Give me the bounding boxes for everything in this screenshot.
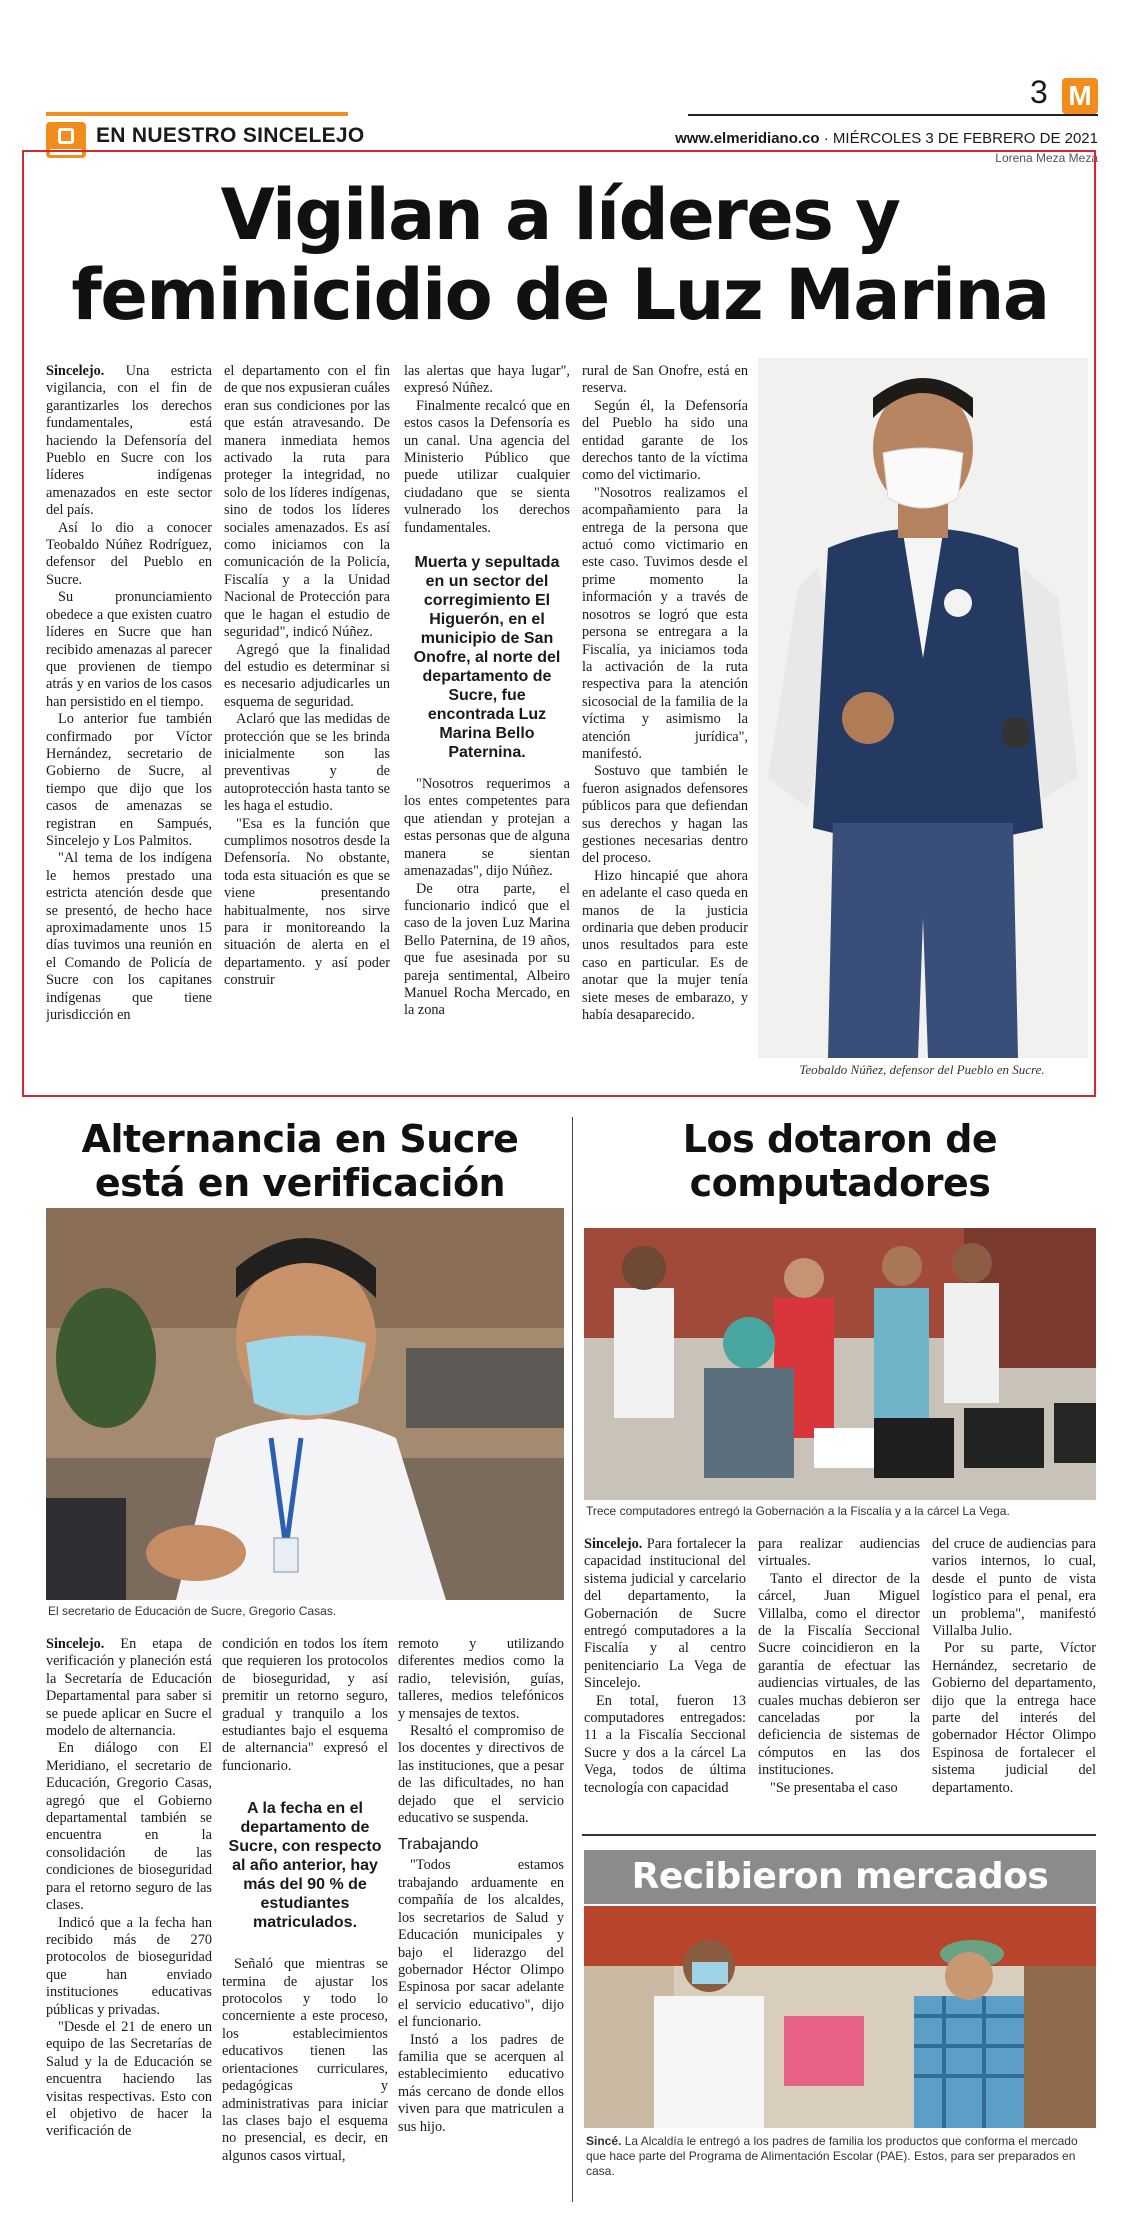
byline: Lorena Meza Meza: [995, 151, 1098, 165]
secretario-illustration: [46, 1208, 564, 1600]
secretario-photo-caption: El secretario de Educación de Sucre, Gregorio Casas.: [48, 1604, 337, 1618]
main-column-4: rural de San Onofre, está en reserva. Según él, la Defensoría del Pueblo ha sido una entidad garante de los derechos tanto de la víctima como del victimario. "Nosotros realizamos el acompañamiento para la entrega de la persona que actuó como victimario en este caso. Tuvimos desde el prime momento la información y a través de nosotros se logró que esta persona se entregara a la Fiscalía, ya iniciamos toda la activación de la ruta respectiva para la atención sicosocial de la familia de la víctima y asimismo la atención jurídica", manifestó. Sostuvo que también le fueron asignados defensores públicos para que defiendan sus derechos y hagan las gestiones necesarias dentro del proceso. Hizo hincapié que ahora en adelante el caso queda en manos de la justicia ordinaria que deben producir unos resultados para este caso en particular. Es de anotar que la mujer tenía siete meses de embarazo, y había desaparecido.: [582, 363, 748, 1024]
defensor-illustration: [758, 358, 1088, 1058]
page-number: 3: [1030, 74, 1048, 110]
alternancia-column-3: remoto y utilizando diferentes medios como la radio, televisión, guías, talleres, medios telefónicos y mensajes de textos. Resaltó el compromiso de los docentes y directivos de las instituciones, que a pesar de las dificultades, no han dejado que el servicio educativo se suspenda. Trabajando "Todos estamos trabajando arduamente en compañía de los alcaldes, los secretarios de Salud y Educación municipales y bajo el liderazgo del gobernador Héctor Olimpo Espinosa por sacar adelante el servicio educativo", dijo el funcionario. Instó a los padres de familia que se acerquen al establecimiento educativo más cercano de donde ellos viven para que matriculen a sus hijo.: [398, 1636, 564, 2135]
computadores-illustration: [584, 1228, 1096, 1500]
alternancia-subhead: Trabajando: [398, 1836, 479, 1854]
computadores-column-3: del cruce de audiencias para varios internos, lo cual, desde el punto de vista logístico para el penal, era un problema", manifestó Villalba Julio. Por su parte, Víctor Hernández, secretario de Gobierno del departamento, dijo que la entrega hace parte del interés del gobernador Héctor Olimpo Espinosa de fortalecer el sistema judicial del departamento.: [932, 1536, 1096, 1796]
section-divider: [582, 1834, 1096, 1836]
main-column-3: las alertas que haya lugar", expresó Núñez. Finalmente recalcó que en estos casos la Defensoría es un canal. Una agencia del Ministerio Público que puede utilizar cualquier ciudadano que se sienta vulnerado los derechos fundamentales. Muerta y sepultada en un sector del corregimiento El Higuerón, en el municipio de San Onofre, al norte del departamento de Sucre, fue encontrada Luz Marina Bello Paternina. "Nosotros requerimos a los entes competentes para que atiendan y protejan a estas personas que de alguna manera se sientan amenazadas", dijo Núñez. De otra parte, el funcionario indicó que el caso de la joven Luz Marina Bello Paternina, de 19 años, que fue asesinada por su pareja sentimental, Albeiro Manuel Rocha Mercado, en la zona: [404, 363, 570, 1019]
alternancia-column-2: condición en todos los ítem que requieren los protocolos de bioseguridad, y así premitir un retorno seguro, gradual y tranquilo a los estudiantes bajo el esquema de alternancia" expresó el funcionario. A la fecha en el departamento de Sucre, con respecto al año anterior, hay más del 90 % de estudiantes matriculados. Señaló que mientras se termina de ajustar los protocolos y todo lo concerniente a este proceso, los establecimientos educativos tienen las orientaciones curriculares, pedagógicas y administrativas para iniciar las clases bajo el esquema no presencial, es decir, en algunos casos virtual,: [222, 1636, 388, 2164]
alternancia-column-1: Sincelejo. En etapa de verificación y planeción está la Secretaría de Educación Departamental para saber si se puede aplicar en Sucre el modelo de alternancia. En diálogo con El Meridiano, el secretario de Educación, Gregorio Casas, agregó que el Gobierno departamental también se encuentra en la consolidación de las condiciones de bioseguridad para el retorno seguro de las clases. Indicó que a la fecha han recibido más de 270 protocolos de bioseguridad que han enviado instituciones educativas públicas y privadas. "Desde el 21 de enero un equipo de las Secretarías de Salud y la de Educación se encuentra haciendo las visitas respectivas. Esto con el objetivo de hacer la verificación de: [46, 1636, 212, 2140]
issue-date: MIÉRCOLES 3 DE FEBRERO DE 2021: [832, 130, 1098, 147]
column-divider: [572, 1117, 573, 2202]
alternancia-pull-quote: A la fecha en el departamento de Sucre, con respecto al año anterior, hay más del 90 % de estudiantes matriculados.: [228, 1800, 382, 1932]
computadores-headline: Los dotaron de computadores: [682, 1117, 998, 1205]
dateline: www.elmeridiano.co · MIÉRCOLES 3 DE FEBRERO DE 2021: [675, 130, 1098, 147]
defensor-photo: [758, 358, 1088, 1058]
secretario-photo: [46, 1208, 564, 1600]
alternancia-headline: Alternancia en Sucre está en verificación: [81, 1117, 519, 1205]
computadores-column-1: Sincelejo. Para fortalecer la capacidad institucional del sistema judicial y carcelario del departamento, la Gobernación de Sucre entregó computadores a la Fiscalía y al centro penitenciario La Vega de Sincelejo. En total, fueron 13 computadores entregados: 11 a la Fiscalía Seccional Sucre y dos a la cárcel La Vega, todos de última tecnología con capacidad: [584, 1536, 746, 1796]
mercados-illustration: [584, 1906, 1096, 2128]
defensor-photo-caption: Teobaldo Núñez, defensor del Pueblo en Sucre.: [799, 1062, 1045, 1077]
computadores-photo-caption: Trece computadores entregó la Gobernación a la Fiscalía y a la cárcel La Vega.: [586, 1504, 1010, 1518]
section-title: EN NUESTRO SINCELEJO: [96, 124, 365, 147]
main-column-2: el departamento con el fin de que nos expusieran cuáles eran sus condiciones por las que están atravesando. De manera inmediata hemos activado la ruta para proteger la integridad, no solo de los líderes indígenas, sino de todos los líderes sociales amenazados. Es así como iniciamos con la comunicación de la Policía, Fiscalía y a la Unidad Nacional de Protección para que le hagan el estudio de seguridad", indicó Núñez. Agregó que la finalidad del estudio es determinar si es necesario adjudicarles un esquema de seguridad. Aclaró que las medidas de protección que se les brinda inicialmente son las preventivas y de autoprotección hasta tanto se les haga el estudio. "Esa es la función que cumplimos nosotros desde la Defensoría. No obstante, toda esta situación es que se viene presentando habitualmente, nos sirve para ir monitoreando la situación de alerta en el departamento. y así poder construir: [224, 363, 390, 989]
header-rule: [688, 114, 1098, 116]
mercados-photo: [584, 1906, 1096, 2128]
website-link[interactable]: www.elmeridiano.co: [675, 130, 820, 147]
main-column-1: Sincelejo. Una estricta vigilancia, con el fin de garantizarles los derechos fundamentales, está haciendo la Defensoría del Pueblo en Sucre con los líderes indígenas amenazados en este sector del país. Así lo dio a conocer Teobaldo Núñez Rodríguez, defensor del Pueblo en Sucre. Su pronunciamiento obedece a que existen cuatro líderes en Sucre que han recibido amenazas al parecer que provienen de tiempo atrás y en varios de los casos han persistido en el tiempo. Lo anterior fue también confirmado por Víctor Hernández, secretario de Gobierno de Sucre, al tiempo que dijo que los casos de amenazas se registran en Sampués, Sincelejo y Los Palmitos. "Al tema de los indígena le hemos prestado una estricta atención desde que se presentó, de hecho hace aproximadamente unos 15 días tuvimos una reunión en el Comando de Policía de Sucre con los capitanes indígenas que tiene jurisdicción en: [46, 363, 212, 1024]
newspaper-logo: M: [1062, 78, 1098, 114]
main-headline: Vigilan a líderes y feminicidio de Luz Marina: [71, 174, 1049, 336]
computadores-photo: [584, 1228, 1096, 1500]
pull-quote: Muerta y sepultada en un sector del corregimiento El Higuerón, en el municipio de San Onofre, al norte del departamento de Sucre, fue encontrada Luz Marina Bello Paternina.: [413, 554, 561, 762]
computadores-column-2: para realizar audiencias virtuales. Tanto el director de la cárcel, Juan Miguel Villalba, como el director de la Fiscalía Seccional Sucre coincidieron en la garantía de efectuar las audiencias virtuales, de las cuales muchas debieron ser canceladas por la deficiencia de sistemas de cómputos en las dos instituciones. "Se presentaba el caso: [758, 1536, 920, 1796]
mercados-headline: Recibieron mercados: [584, 1850, 1096, 1904]
section-accent-bar: [46, 112, 348, 116]
mercados-photo-caption: Sincé. La Alcaldía le entregó a los padres de familia los productos que conforma el mercado que hace parte del Programa de Alimentación Escolar (PAE). Estos, para ser preparados en casa.: [586, 2134, 1078, 2178]
